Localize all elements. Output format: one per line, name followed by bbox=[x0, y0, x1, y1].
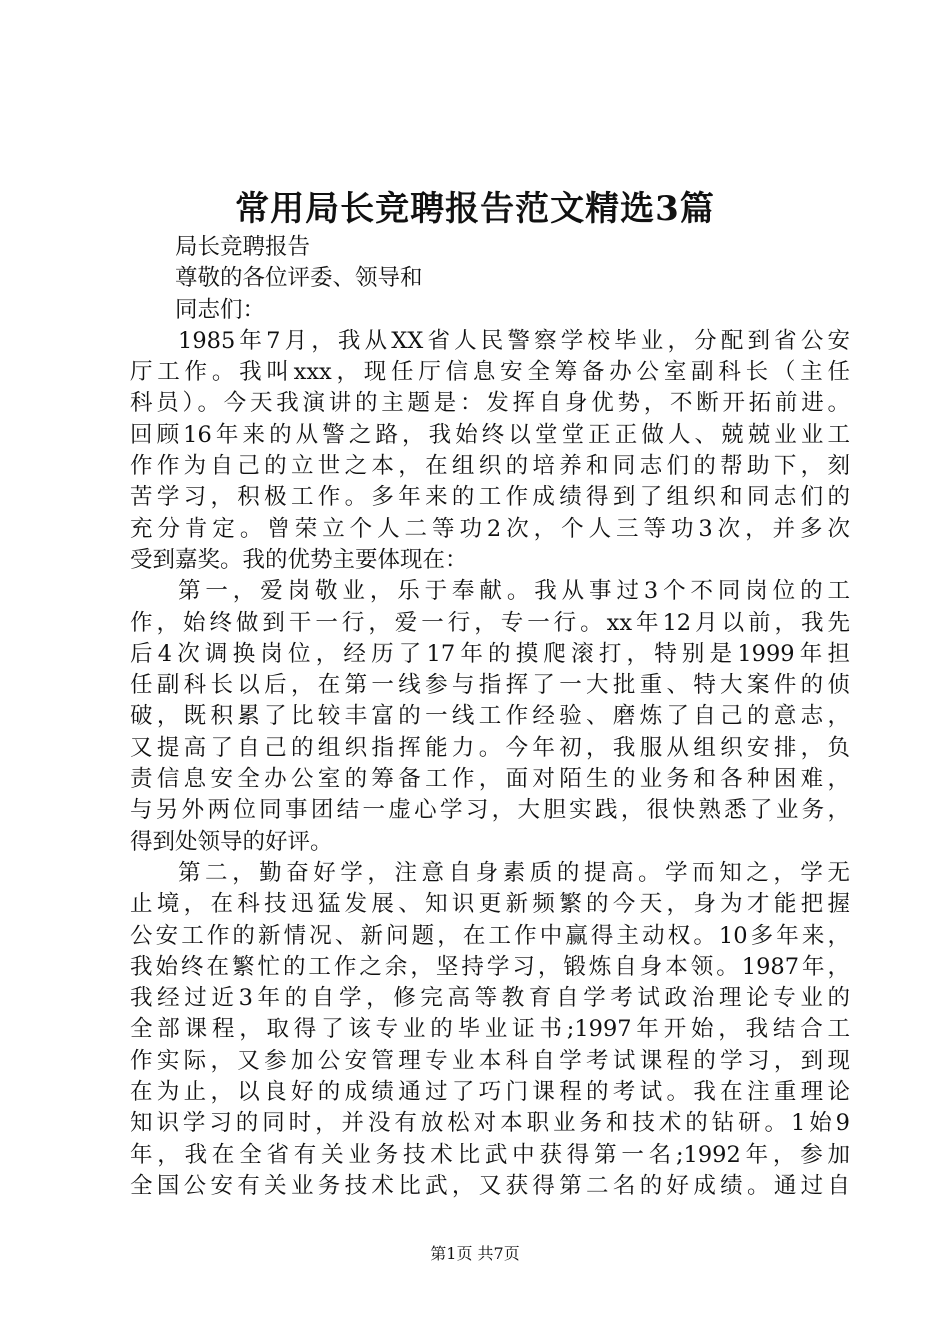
paragraph-2 bbox=[130, 576, 850, 858]
paragraph-line: 任副科长以后，在第一线参与指挥了一大批重、特大案件的侦 bbox=[130, 672, 850, 699]
paragraph-line: 全部课程，取得了该专业的毕业证书;1997年开始，我结合工 bbox=[130, 1016, 850, 1043]
paragraph-3 bbox=[130, 858, 850, 1202]
paragraph-1 bbox=[130, 326, 850, 576]
header-line: 局长竞聘报告 bbox=[175, 234, 311, 260]
paragraph-line: 在为止，以良好的成绩通过了巧门课程的考试。我在注重理论 bbox=[130, 1079, 850, 1106]
page-footer: 第1页 共7页 bbox=[430, 1244, 520, 1263]
paragraph-line: 第二，勤奋好学，注意自身素质的提高。学而知之，学无 bbox=[178, 859, 850, 886]
document-title: 常用局长竞聘报告范文精选3篇 bbox=[235, 189, 715, 229]
paragraph-line: 作实际，又参加公安管理专业本科自学考试课程的学习，到现 bbox=[130, 1047, 850, 1074]
paragraph-line: 知识学习的同时，并没有放松对本职业务和技术的钻研。1始9 bbox=[130, 1110, 850, 1137]
paragraph-line: 年，我在全省有关业务技术比武中获得第一名;1992年，参加 bbox=[130, 1141, 850, 1168]
paragraph-line: 破，既积累了比较丰富的一线工作经验、磨炼了自己的意志， bbox=[130, 703, 850, 730]
paragraph-line: 作，始终做到干一行，爱一行，专一行。xx年12月以前，我先 bbox=[130, 609, 850, 636]
paragraph-line: 回顾16年来的从警之路，我始终以堂堂正正做人、兢兢业业工 bbox=[130, 421, 850, 448]
paragraph-line: 1985年7月，我从XX省人民警察学校毕业，分配到省公安 bbox=[178, 327, 850, 354]
paragraph-line: 止境，在科技迅猛发展、知识更新频繁的今天，身为才能把握 bbox=[130, 891, 850, 918]
paragraph-line: 后4次调换岗位，经历了17年的摸爬滚打，特别是1999年担 bbox=[130, 640, 850, 667]
paragraph-line: 全国公安有关业务技术比武，又获得第二名的好成绩。通过自 bbox=[130, 1172, 850, 1199]
paragraph-line: 苦学习，积极工作。多年来的工作成绩得到了组织和同志们的 bbox=[130, 484, 850, 511]
paragraph-line: 责信息安全办公室的筹备工作，面对陌生的业务和各种困难， bbox=[130, 766, 850, 793]
paragraph-line: 与另外两位同事团结一虚心学习，大胆实践，很快熟悉了业务， bbox=[130, 797, 850, 824]
document-body bbox=[130, 232, 850, 1202]
paragraph-line: 厅工作。我叫xxx，现任厅信息安全筹备办公室副科长（主任 bbox=[130, 359, 850, 386]
paragraph-line: 作作为自己的立世之本，在组织的培养和同志们的帮助下，刻 bbox=[130, 453, 850, 480]
paragraph-line: 又提高了自己的组织指挥能力。今年初，我服从组织安排，负 bbox=[130, 734, 850, 761]
paragraph-line: 我经过近3年的自学，修完高等教育自学考试政治理论专业的 bbox=[130, 985, 850, 1012]
paragraph-line: 受到嘉奖。我的优势主要体现在： bbox=[130, 546, 468, 573]
paragraph-line: 得到处领导的好评。 bbox=[130, 828, 333, 855]
paragraph-line: 充分肯定。曾荣立个人二等功2次，个人三等功3次，并多次 bbox=[130, 515, 850, 542]
paragraph-line: 第一，爱岗敬业，乐于奉献。我从事过3个不同岗位的工 bbox=[178, 578, 850, 605]
paragraph-line: 科员）。今天我演讲的主题是：发挥自身优势，不断开拓前进。 bbox=[130, 390, 850, 417]
paragraph-line: 我始终在繁忙的工作之余，坚持学习，锻炼自身本领。1987年， bbox=[130, 953, 850, 980]
paragraph-line: 公安工作的新情况、新问题，在工作中赢得主动权。10多年来， bbox=[130, 922, 850, 949]
header-line: 同志们： bbox=[175, 296, 266, 323]
header-line: 尊敬的各位评委、领导和 bbox=[175, 265, 423, 292]
